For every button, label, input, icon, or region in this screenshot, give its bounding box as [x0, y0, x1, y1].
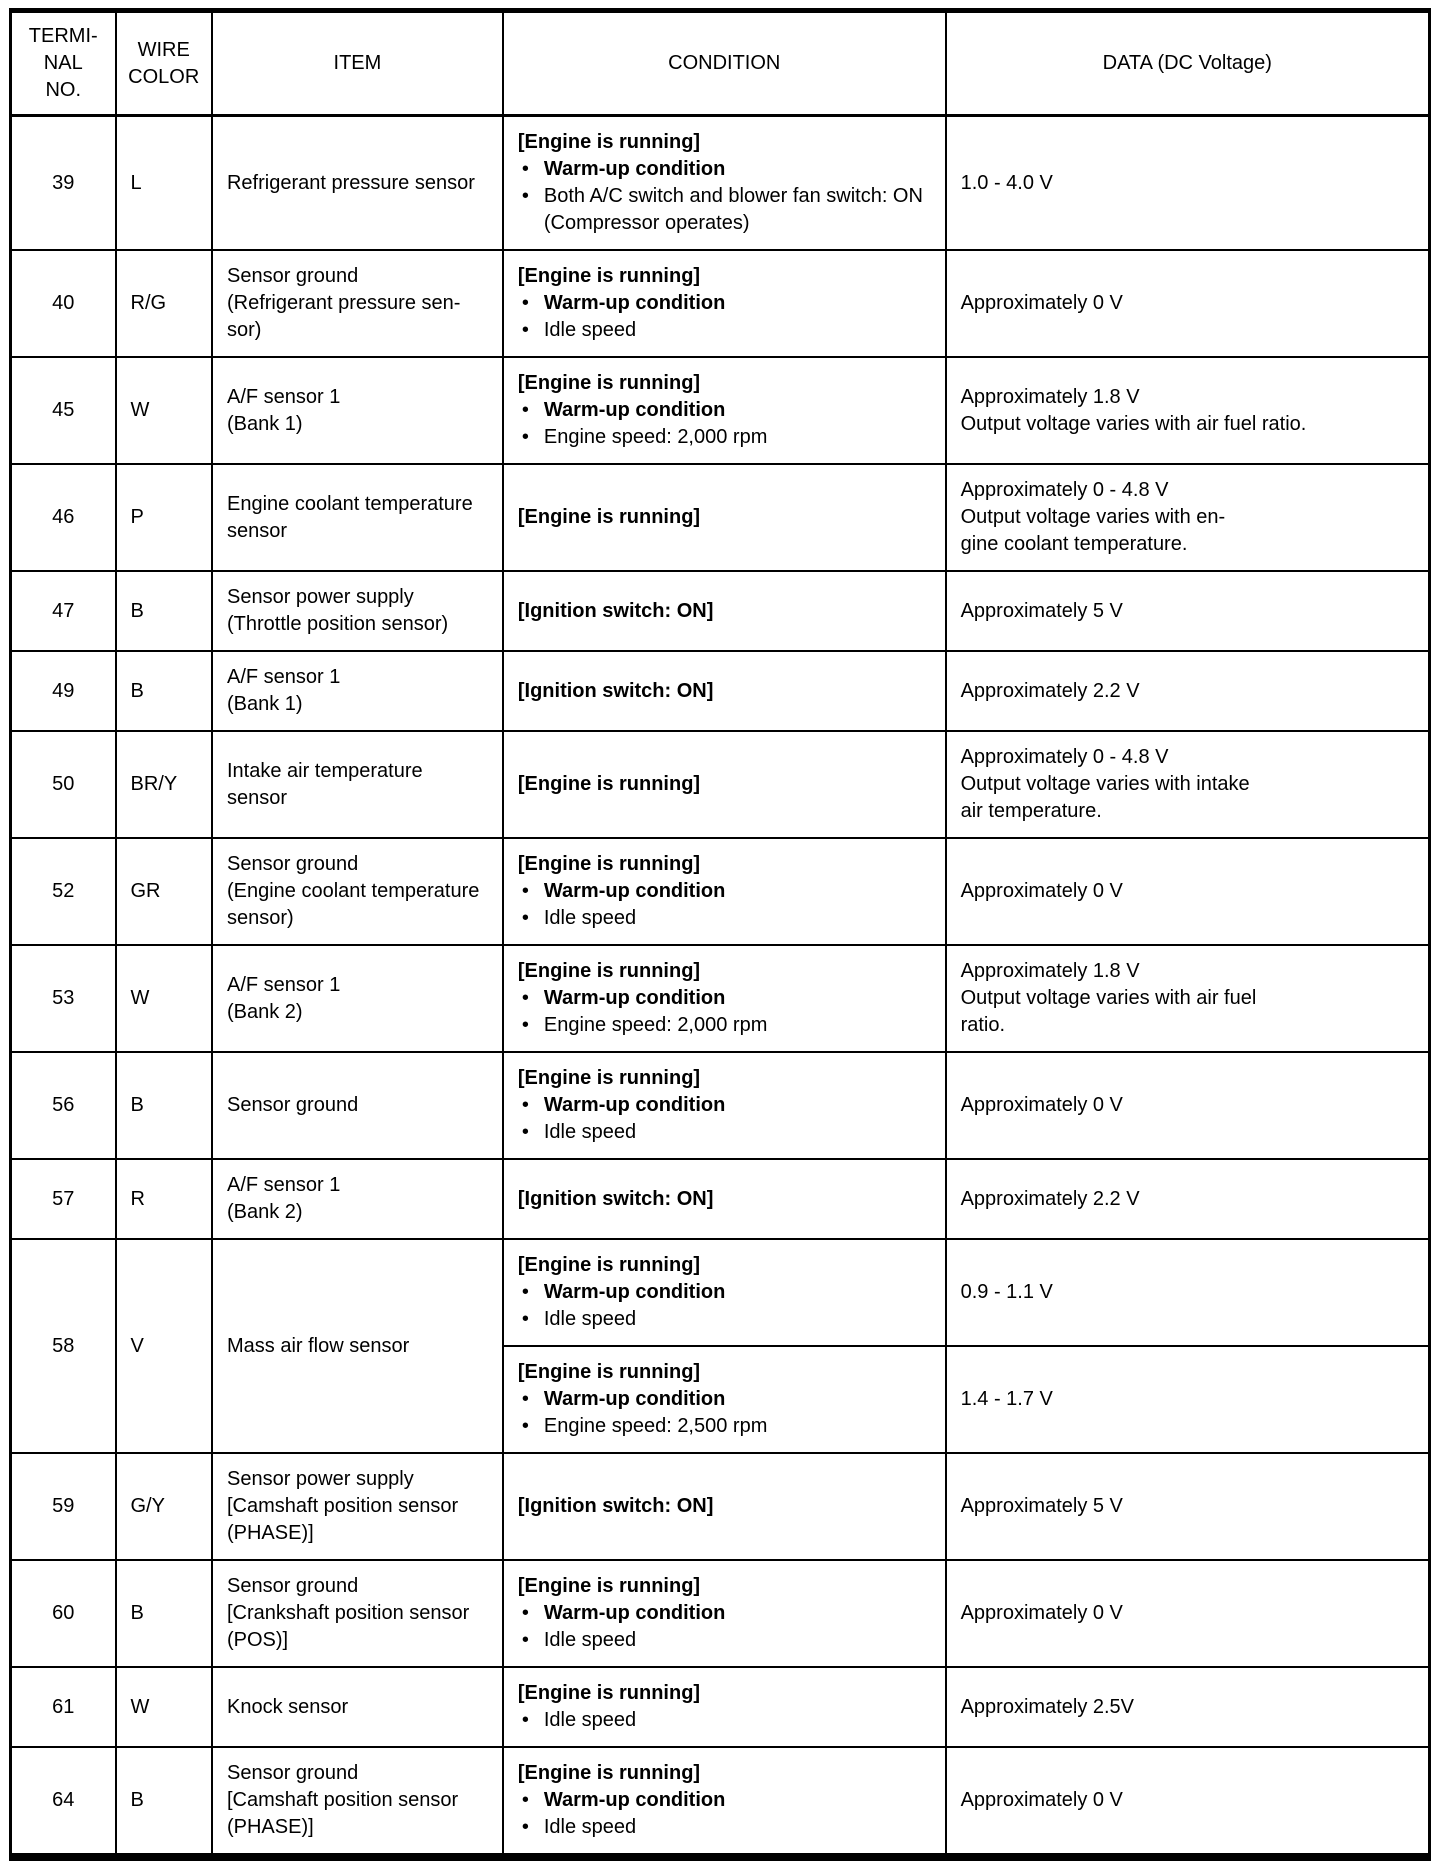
- header-line: TERMI-: [28, 25, 98, 47]
- condition-header: [Engine is running]: [517, 773, 701, 795]
- table-row: [11, 1052, 1430, 1159]
- data-cell-line: Approximately 2.5V: [960, 1695, 1135, 1718]
- condition-cell: [503, 357, 946, 464]
- item-cell-line: Sensor ground: [226, 853, 359, 875]
- item-cell-line: Engine coolant temperature: [226, 492, 473, 515]
- bullet-icon: •: [521, 1388, 529, 1410]
- wire-color-cell: [116, 1560, 212, 1667]
- condition-header: [Engine is running]: [517, 265, 701, 287]
- terminal-no-cell-line: 39: [52, 171, 75, 194]
- data-cell-line: Approximately 0 V: [960, 1094, 1123, 1116]
- item-cell: [212, 1560, 503, 1667]
- condition-cell: [503, 464, 946, 571]
- condition-header: [Engine is running]: [517, 853, 701, 875]
- condition-bullet: [518, 905, 931, 932]
- data-cell: [946, 1667, 1430, 1747]
- terminal-no-cell-line: 58: [52, 1334, 75, 1357]
- bullet-icon: •: [521, 158, 529, 180]
- condition-bullet: [518, 397, 931, 424]
- data-cell-line: Approximately 1.8 V: [960, 960, 1140, 982]
- bullet-icon: •: [521, 1308, 529, 1330]
- data-cell-line: 0.9 - 1.1 V: [960, 1281, 1053, 1303]
- item-cell-line: Knock sensor: [226, 1695, 349, 1718]
- table-row: [11, 945, 1430, 1052]
- bullet-icon: •: [521, 1094, 529, 1116]
- header-line: NO.: [45, 79, 82, 101]
- condition-bullet-text: Warm-up condition: [543, 399, 726, 421]
- item-cell: [212, 1239, 503, 1453]
- terminal-no-cell-line: 57: [52, 1187, 75, 1210]
- header-line: WIRE: [137, 38, 190, 61]
- data-cell-line: Output voltage varies with en-: [960, 506, 1226, 528]
- bullet-icon: •: [521, 1789, 529, 1811]
- condition-header: [Engine is running]: [517, 372, 701, 394]
- terminal-no-cell-line: 52: [52, 880, 75, 902]
- wire-color-cell: [116, 464, 212, 571]
- wire-color-cell-line: R: [130, 1187, 145, 1210]
- terminal-no-cell: [11, 571, 116, 651]
- item-cell: [212, 1453, 503, 1560]
- item-cell-line: Mass air flow sensor: [226, 1334, 410, 1357]
- header-terminal-no: [11, 11, 116, 116]
- condition-header: [Ignition switch: ON]: [517, 599, 714, 622]
- condition-cell: [503, 571, 946, 651]
- condition-bullet-text: Idle speed: [543, 1709, 637, 1731]
- bullet-icon: •: [521, 1415, 529, 1437]
- data-cell-line: air temperature.: [960, 800, 1102, 822]
- header-wire-color: [116, 11, 212, 116]
- terminal-no-cell: [11, 1159, 116, 1239]
- terminal-no-cell: [11, 1052, 116, 1159]
- data-cell-line: Approximately 0 V: [960, 1789, 1123, 1811]
- item-cell: [212, 1159, 503, 1239]
- item-cell: [212, 357, 503, 464]
- condition-cell: [503, 1239, 946, 1346]
- item-cell-line: A/F sensor 1: [226, 385, 341, 408]
- data-cell-line: Output voltage varies with air fuel: [960, 987, 1257, 1009]
- condition-cell: [503, 250, 946, 357]
- terminal-no-cell-line: 60: [52, 1602, 75, 1624]
- item-cell-line: Sensor ground: [226, 1094, 359, 1116]
- terminal-no-cell-line: 45: [52, 399, 75, 421]
- condition-bullet-text: Warm-up condition: [543, 1281, 726, 1303]
- wire-color-cell-line: B: [130, 1094, 144, 1116]
- item-cell-line: A/F sensor 1: [226, 666, 341, 688]
- bullet-icon: •: [521, 907, 529, 929]
- wire-color-cell: [116, 1667, 212, 1747]
- condition-bullet: [518, 985, 931, 1012]
- item-cell-line: [Camshaft position sensor: [226, 1789, 459, 1811]
- wire-color-cell: [116, 945, 212, 1052]
- condition-cell: [503, 651, 946, 731]
- data-cell-line: Approximately 2.2 V: [960, 1187, 1140, 1210]
- item-cell-line: (PHASE)]: [226, 1522, 314, 1544]
- bullet-icon: •: [521, 1709, 529, 1731]
- data-cell-line: 1.4 - 1.7 V: [960, 1388, 1053, 1410]
- item-cell-line: Sensor ground: [226, 1575, 359, 1597]
- condition-header: [Engine is running]: [517, 1682, 701, 1704]
- data-cell-line: Approximately 0 V: [960, 1602, 1123, 1624]
- table-body: [11, 116, 1430, 1858]
- condition-bullet-text: Engine speed: 2,000 rpm: [543, 426, 768, 448]
- terminal-no-cell: [11, 464, 116, 571]
- wire-color-cell: [116, 571, 212, 651]
- wire-color-cell-line: L: [130, 171, 142, 194]
- item-cell: [212, 464, 503, 571]
- wire-color-cell: [116, 1453, 212, 1560]
- wire-color-cell: [116, 838, 212, 945]
- condition-header: [Ignition switch: ON]: [517, 679, 714, 702]
- condition-bullet-text: Idle speed: [543, 1121, 637, 1143]
- condition-bullet-text: Both A/C switch and blower fan switch: ON (Compressor operates): [543, 185, 923, 234]
- terminal-no-cell: [11, 1667, 116, 1747]
- condition-cell: [503, 116, 946, 251]
- table-row: [11, 651, 1430, 731]
- bullet-icon: •: [521, 1629, 529, 1651]
- condition-bullet: [518, 1279, 931, 1306]
- wire-color-cell-line: B: [130, 599, 144, 622]
- terminal-no-cell-line: 46: [52, 506, 75, 528]
- table-row: [11, 1159, 1430, 1239]
- header-data-dc-voltage: [946, 11, 1430, 116]
- condition-cell: [503, 1052, 946, 1159]
- data-cell: [946, 116, 1430, 251]
- condition-header: [Engine is running]: [517, 960, 701, 982]
- condition-bullet: [518, 1413, 931, 1440]
- wire-color-cell-line: R/G: [130, 292, 167, 314]
- wire-color-cell: [116, 731, 212, 838]
- condition-bullet-text: Warm-up condition: [543, 292, 726, 314]
- table-row: [11, 1239, 1430, 1346]
- data-cell-line: 1.0 - 4.0 V: [960, 171, 1053, 194]
- header-row: [11, 11, 1430, 116]
- item-cell-line: (PHASE)]: [226, 1816, 314, 1838]
- condition-header: [Engine is running]: [517, 1762, 701, 1784]
- condition-cell: [503, 1747, 946, 1857]
- item-cell-line: Sensor power supply: [226, 1468, 414, 1490]
- wire-color-cell-line: W: [130, 987, 150, 1009]
- data-cell-line: Output voltage varies with intake: [960, 773, 1250, 795]
- bullet-icon: •: [521, 292, 529, 314]
- header-line: ITEM: [333, 52, 382, 74]
- item-cell-line: (POS)]: [226, 1629, 289, 1651]
- wire-color-cell-line: W: [130, 399, 150, 421]
- terminal-voltage-table: [9, 8, 1431, 1861]
- wire-color-cell: [116, 1239, 212, 1453]
- item-cell-line: Sensor ground: [226, 1762, 359, 1784]
- data-cell: [946, 731, 1430, 838]
- bullet-icon: •: [521, 399, 529, 421]
- table-row: [11, 1453, 1430, 1560]
- condition-header: [Engine is running]: [517, 1361, 701, 1383]
- condition-bullet-text: Idle speed: [543, 1308, 637, 1330]
- data-cell-line: Output voltage varies with air fuel ratio.: [960, 412, 1307, 435]
- wire-color-cell: [116, 1052, 212, 1159]
- condition-header: [Engine is running]: [517, 1575, 701, 1597]
- item-cell: [212, 1667, 503, 1747]
- data-cell-line: ratio.: [960, 1014, 1006, 1036]
- terminal-no-cell: [11, 945, 116, 1052]
- data-cell-line: Approximately 5 V: [960, 599, 1123, 622]
- data-cell-line: Approximately 1.8 V: [960, 385, 1140, 408]
- data-cell: [946, 1052, 1430, 1159]
- data-cell-line: Approximately 5 V: [960, 1495, 1123, 1517]
- condition-bullet-text: Idle speed: [543, 319, 637, 341]
- terminal-no-cell: [11, 1453, 116, 1560]
- condition-bullet: [518, 1092, 931, 1119]
- condition-bullet: [518, 1814, 931, 1841]
- header-line: CONDITION: [668, 52, 781, 74]
- terminal-no-cell-line: 47: [52, 599, 75, 622]
- bullet-icon: •: [521, 1121, 529, 1143]
- table-row: [11, 731, 1430, 838]
- terminal-no-cell-line: 50: [52, 773, 75, 795]
- terminal-no-cell: [11, 116, 116, 251]
- data-cell-line: Approximately 0 V: [960, 292, 1123, 314]
- condition-header: [Engine is running]: [517, 131, 701, 153]
- wire-color-cell-line: P: [130, 506, 144, 528]
- data-cell: [946, 250, 1430, 357]
- condition-bullet: [518, 183, 931, 237]
- condition-cell: [503, 1453, 946, 1560]
- condition-header: [Engine is running]: [517, 1254, 701, 1276]
- data-cell: [946, 1747, 1430, 1857]
- bullet-icon: •: [521, 319, 529, 341]
- wire-color-cell: [116, 1159, 212, 1239]
- terminal-no-cell-line: 53: [52, 987, 75, 1009]
- bullet-icon: •: [521, 426, 529, 448]
- item-cell-line: Refrigerant pressure sensor: [226, 171, 475, 194]
- condition-bullet-text: Idle speed: [543, 1629, 637, 1651]
- condition-cell: [503, 945, 946, 1052]
- wire-color-cell: [116, 250, 212, 357]
- item-cell-line: (Throttle position sensor): [226, 613, 449, 635]
- data-cell-line: Approximately 0 V: [960, 880, 1123, 902]
- terminal-no-cell: [11, 1747, 116, 1857]
- condition-cell: [503, 1346, 946, 1453]
- table-row: [11, 250, 1430, 357]
- bullet-icon: •: [521, 880, 529, 902]
- data-cell: [946, 1159, 1430, 1239]
- data-cell-line: Approximately 0 - 4.8 V: [960, 479, 1169, 501]
- item-cell: [212, 1747, 503, 1857]
- item-cell: [212, 250, 503, 357]
- data-cell-line: Approximately 2.2 V: [960, 679, 1140, 702]
- condition-bullet-text: Warm-up condition: [543, 1388, 726, 1410]
- condition-bullet-text: Engine speed: 2,500 rpm: [543, 1415, 768, 1437]
- wire-color-cell-line: B: [130, 1789, 144, 1811]
- bullet-icon: •: [521, 1602, 529, 1624]
- header-line: NAL: [43, 52, 83, 74]
- item-cell-line: [Camshaft position sensor: [226, 1495, 459, 1517]
- condition-cell: [503, 731, 946, 838]
- item-cell: [212, 731, 503, 838]
- condition-cell: [503, 838, 946, 945]
- bullet-icon: •: [521, 185, 529, 207]
- terminal-no-cell: [11, 731, 116, 838]
- terminal-no-cell: [11, 357, 116, 464]
- condition-header: [Ignition switch: ON]: [517, 1495, 714, 1517]
- item-cell: [212, 1052, 503, 1159]
- bullet-icon: •: [521, 987, 529, 1009]
- item-cell: [212, 651, 503, 731]
- item-cell-line: sensor): [226, 907, 294, 929]
- item-cell-line: sensor: [226, 786, 288, 809]
- terminal-no-cell-line: 56: [52, 1094, 75, 1116]
- wire-color-cell-line: G/Y: [130, 1495, 165, 1517]
- terminal-no-cell-line: 40: [52, 292, 75, 314]
- condition-bullet-text: Idle speed: [543, 1816, 637, 1838]
- condition-bullet-text: Warm-up condition: [543, 880, 726, 902]
- item-cell-line: (Bank 1): [226, 693, 303, 715]
- condition-header: [Engine is running]: [517, 1067, 701, 1089]
- terminal-no-cell: [11, 1560, 116, 1667]
- item-cell: [212, 838, 503, 945]
- data-cell-line: gine coolant temperature.: [960, 533, 1188, 555]
- table-row: [11, 357, 1430, 464]
- condition-cell: [503, 1159, 946, 1239]
- condition-bullet: [518, 424, 931, 451]
- terminal-no-cell: [11, 838, 116, 945]
- item-cell: [212, 945, 503, 1052]
- data-cell: [946, 945, 1430, 1052]
- data-cell: [946, 357, 1430, 464]
- table-row: [11, 838, 1430, 945]
- condition-bullet-text: Warm-up condition: [543, 1094, 726, 1116]
- table-header: [11, 11, 1430, 116]
- condition-bullet-text: Warm-up condition: [543, 158, 726, 180]
- terminal-no-cell: [11, 1239, 116, 1453]
- table-row: [11, 1560, 1430, 1667]
- table-row: [11, 116, 1430, 251]
- wire-color-cell-line: B: [130, 679, 144, 702]
- item-cell-line: (Refrigerant pressure sen-: [226, 292, 461, 314]
- terminal-no-cell-line: 64: [52, 1789, 75, 1811]
- table-row: [11, 1667, 1430, 1747]
- wire-color-cell-line: W: [130, 1695, 150, 1718]
- condition-bullet: [518, 317, 931, 344]
- condition-bullet-text: Warm-up condition: [543, 987, 726, 1009]
- condition-bullet: [518, 1306, 931, 1333]
- data-cell-line: Approximately 0 - 4.8 V: [960, 746, 1169, 768]
- item-cell: [212, 116, 503, 251]
- condition-cell: [503, 1667, 946, 1747]
- terminal-no-cell-line: 59: [52, 1495, 75, 1517]
- item-cell-line: A/F sensor 1: [226, 973, 341, 996]
- wire-color-cell: [116, 116, 212, 251]
- data-cell: [946, 464, 1430, 571]
- table-row: [11, 464, 1430, 571]
- condition-bullet: [518, 878, 931, 905]
- data-cell: [946, 1346, 1430, 1453]
- data-cell: [946, 838, 1430, 945]
- condition-bullet: [518, 1600, 931, 1627]
- wire-color-cell-line: V: [130, 1334, 144, 1357]
- wire-color-cell-line: GR: [130, 880, 161, 902]
- item-cell-line: sensor: [226, 519, 288, 542]
- condition-bullet-text: Warm-up condition: [543, 1602, 726, 1624]
- header-line: COLOR: [128, 65, 200, 88]
- item-cell-line: Sensor ground: [226, 265, 359, 287]
- condition-bullet: [518, 156, 931, 183]
- table-row: [11, 1747, 1430, 1857]
- terminal-no-cell: [11, 250, 116, 357]
- table-row: [11, 571, 1430, 651]
- condition-bullet: [518, 1386, 931, 1413]
- data-cell: [946, 1453, 1430, 1560]
- item-cell: [212, 571, 503, 651]
- terminal-no-cell: [11, 651, 116, 731]
- item-cell-line: (Bank 1): [226, 412, 303, 435]
- item-cell-line: Sensor power supply: [226, 586, 414, 608]
- data-cell: [946, 1560, 1430, 1667]
- condition-bullet: [518, 290, 931, 317]
- condition-bullet: [518, 1627, 931, 1654]
- condition-bullet: [518, 1707, 931, 1734]
- item-cell-line: (Bank 2): [226, 1000, 303, 1023]
- wire-color-cell: [116, 651, 212, 731]
- condition-bullet: [518, 1119, 931, 1146]
- wire-color-cell: [116, 357, 212, 464]
- item-cell-line: A/F sensor 1: [226, 1174, 341, 1196]
- header-line: DATA (DC Voltage): [1102, 52, 1272, 74]
- data-cell: [946, 1239, 1430, 1346]
- condition-bullet-text: Warm-up condition: [543, 1789, 726, 1811]
- bullet-icon: •: [521, 1281, 529, 1303]
- bullet-icon: •: [521, 1816, 529, 1838]
- item-cell-line: [Crankshaft position sensor: [226, 1602, 470, 1624]
- condition-bullet-text: Idle speed: [543, 907, 637, 929]
- data-cell: [946, 571, 1430, 651]
- item-cell-line: Intake air temperature: [226, 759, 423, 782]
- terminal-no-cell-line: 61: [52, 1695, 75, 1718]
- terminal-no-cell-line: 49: [52, 679, 75, 702]
- bullet-icon: •: [521, 1014, 529, 1036]
- condition-bullet: [518, 1787, 931, 1814]
- header-condition: [503, 11, 946, 116]
- wire-color-cell-line: B: [130, 1602, 144, 1624]
- item-cell-line: (Bank 2): [226, 1201, 303, 1223]
- condition-bullet-text: Engine speed: 2,000 rpm: [543, 1014, 768, 1036]
- header-item: [212, 11, 503, 116]
- item-cell-line: (Engine coolant temperature: [226, 880, 480, 902]
- wire-color-cell-line: BR/Y: [130, 773, 178, 795]
- data-cell: [946, 651, 1430, 731]
- condition-header: [Engine is running]: [517, 506, 701, 528]
- condition-bullet: [518, 1012, 931, 1039]
- item-cell-line: sor): [226, 319, 262, 341]
- condition-cell: [503, 1560, 946, 1667]
- condition-header: [Ignition switch: ON]: [517, 1187, 714, 1210]
- wire-color-cell: [116, 1747, 212, 1857]
